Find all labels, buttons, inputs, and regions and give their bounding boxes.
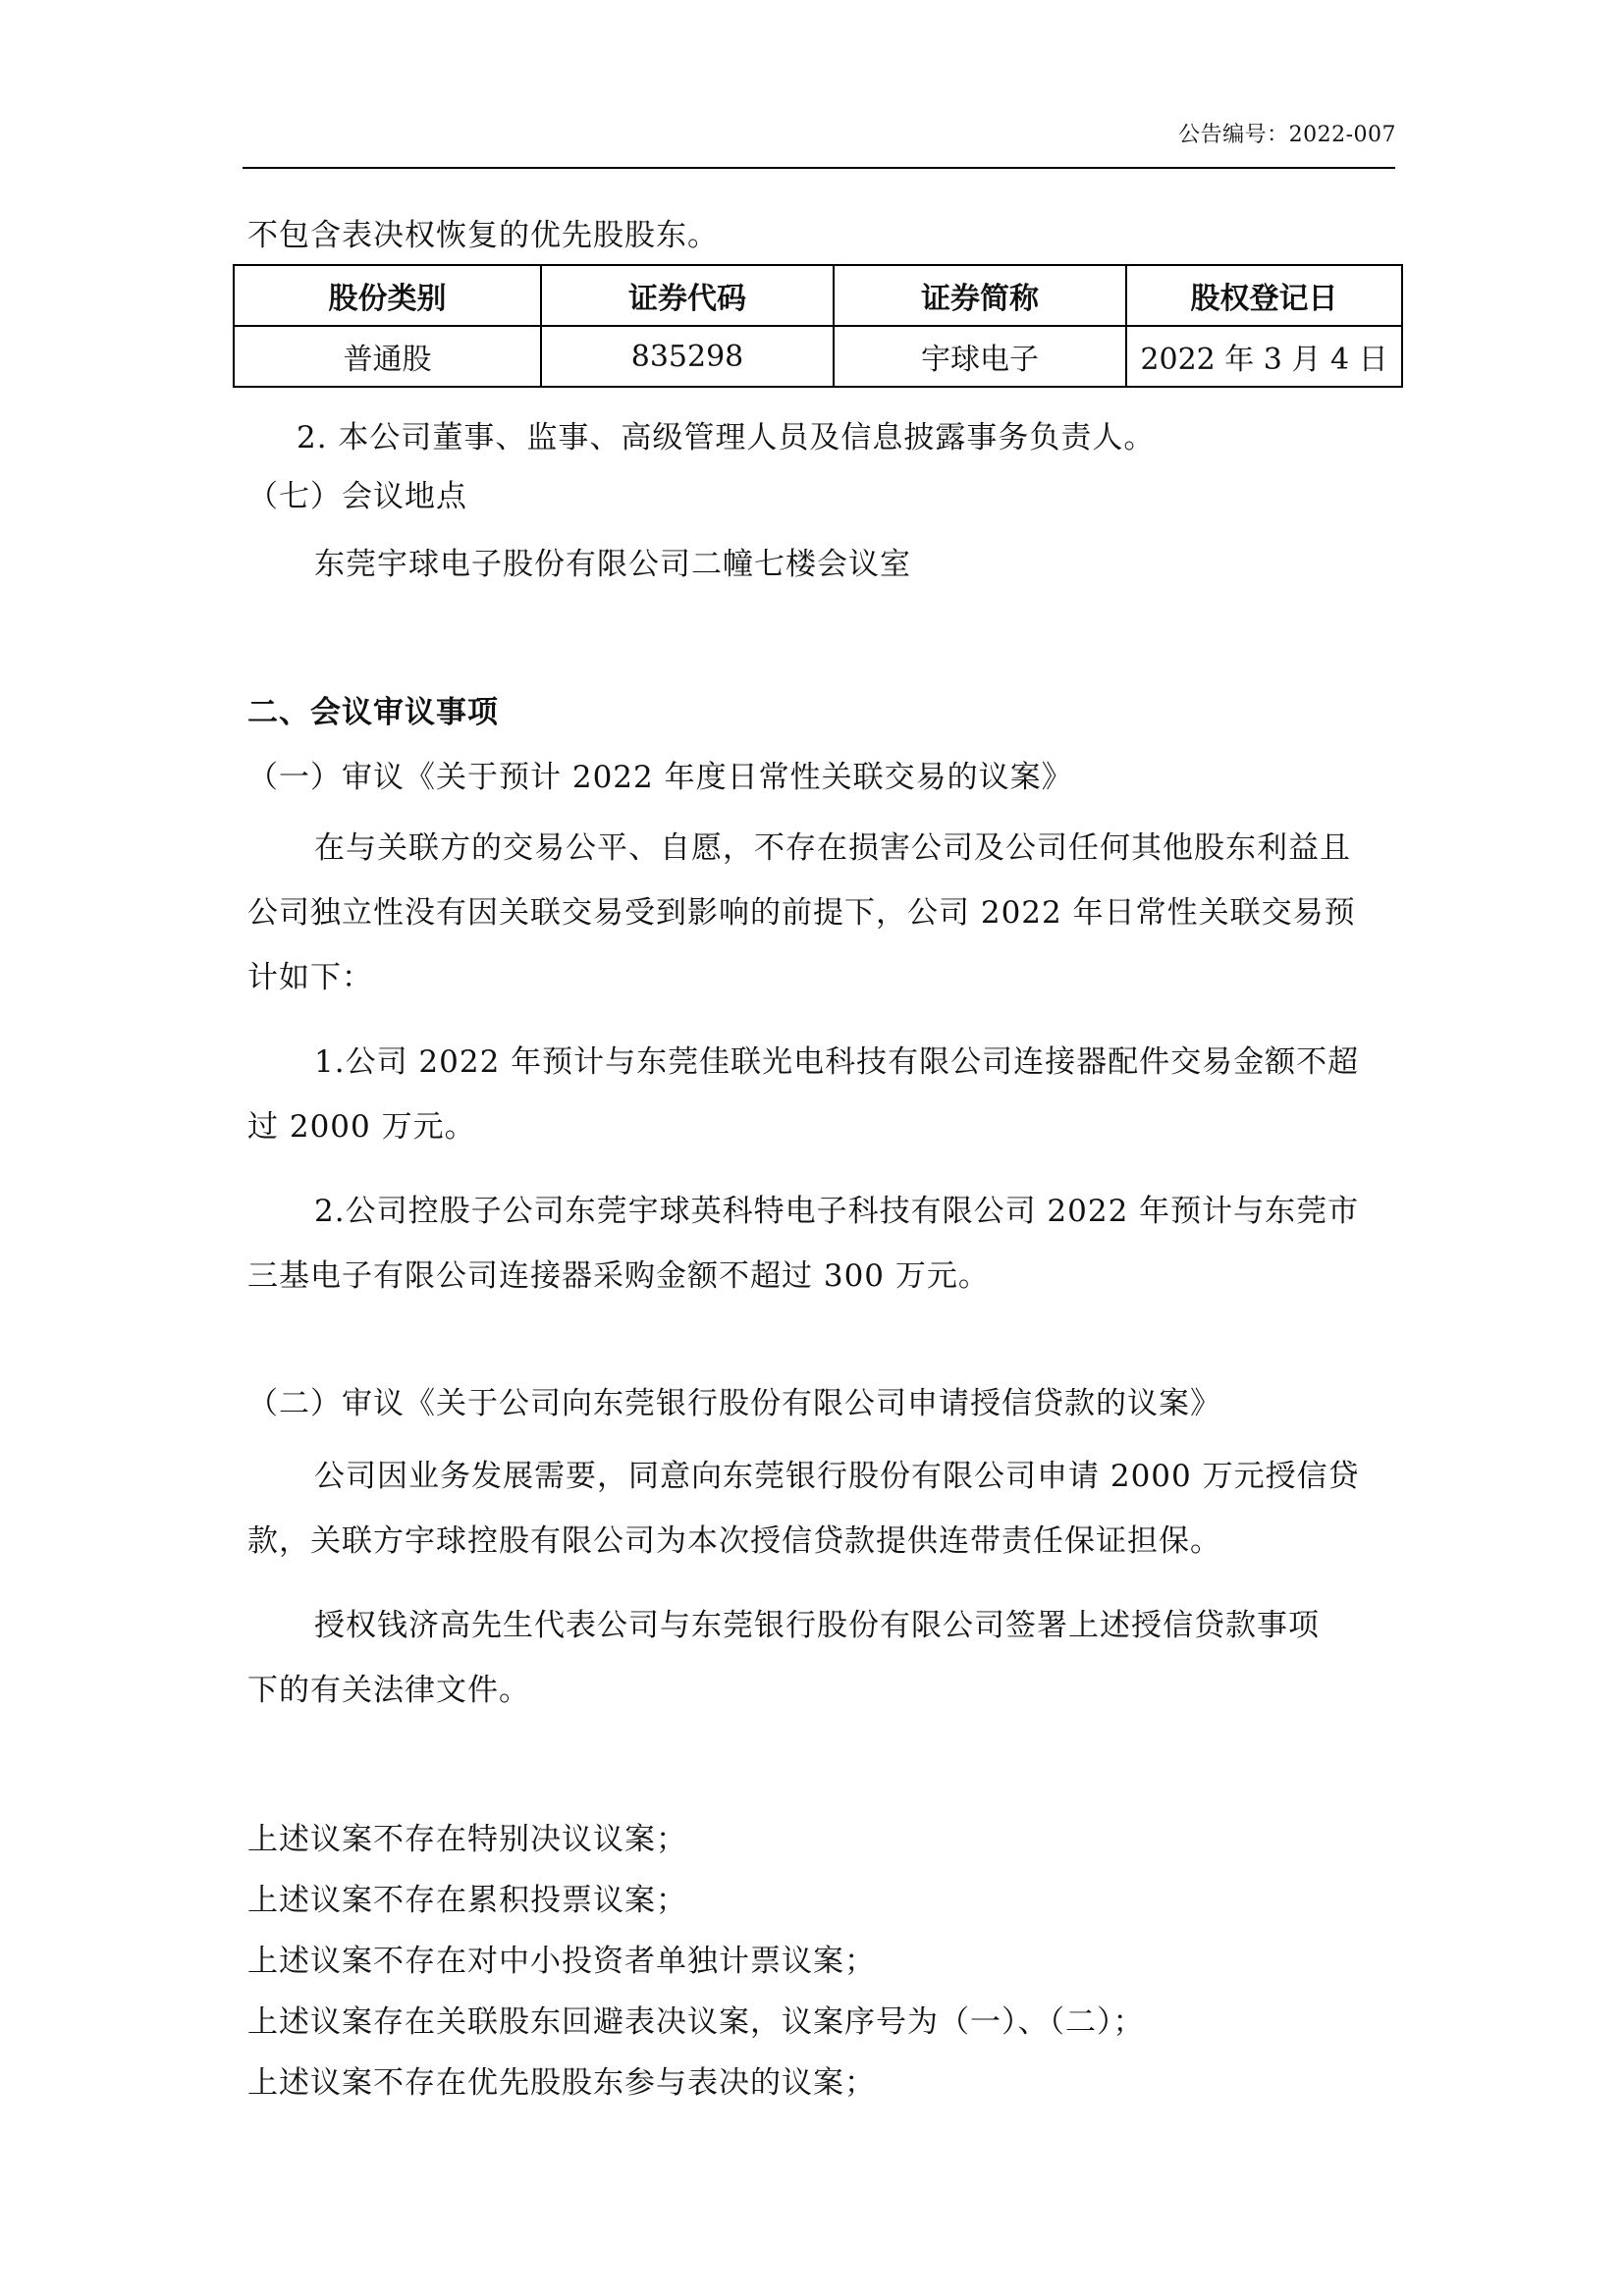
table-cell: 宇球电子 — [834, 326, 1126, 387]
summary-line: 上述议案不存在对中小投资者单独计票议案； — [247, 1944, 876, 1979]
table-header-cell: 股份类别 — [234, 265, 541, 326]
proposal-2-paragraph-line: 公司因业务发展需要，同意向东莞银行股份有限公司申请 2000 万元授信贷 — [314, 1459, 1360, 1494]
announcement-number: 公告编号：2022-007 — [1178, 123, 1396, 147]
proposal-1-item-1-line: 1.公司 2022 年预计与东莞佳联光电科技有限公司连接器配件交易金额不超 — [314, 1044, 1360, 1080]
header-divider — [243, 167, 1395, 169]
table-header-row — [234, 265, 1402, 326]
summary-line: 上述议案存在关联股东回避表决议案，议案序号为（一）、（二）； — [247, 2004, 1145, 2040]
proposal-2-paragraph-line: 款，关联方宇球控股有限公司为本次授信贷款提供连带责任保证担保。 — [247, 1523, 1221, 1559]
section-heading: 二、会议审议事项 — [247, 695, 499, 730]
proposal-1-item-2-line: 三基电子有限公司连接器采购金额不超过 300 万元。 — [247, 1258, 990, 1294]
proposal-1-paragraph-line: 在与关联方的交易公平、自愿，不存在损害公司及公司任何其他股东利益且 — [314, 830, 1351, 866]
proposal-1-paragraph-line: 公司独立性没有因关联交易受到影响的前提下，公司 2022 年日常性关联交易预 — [247, 895, 1356, 931]
proposal-2-authorization-line: 下的有关法律文件。 — [247, 1673, 530, 1708]
proposal-1-paragraph-line: 计如下： — [247, 960, 373, 995]
table-header-cell: 股权登记日 — [1126, 265, 1402, 326]
summary-line: 上述议案不存在优先股股东参与表决的议案； — [247, 2065, 876, 2101]
table-cell: 2022 年 3 月 4 日 — [1126, 326, 1402, 387]
table-cell: 普通股 — [234, 326, 541, 387]
proposal-1-item-1-line: 过 2000 万元。 — [247, 1109, 476, 1145]
table-header-cell: 证券简称 — [834, 265, 1126, 326]
table-header-cell: 证券代码 — [541, 265, 834, 326]
attendee-item-2: 2. 本公司董事、监事、高级管理人员及信息披露事务负责人。 — [297, 420, 1156, 455]
share-registration-table — [233, 264, 1403, 388]
proposal-2-title: （二）审议《关于公司向东莞银行股份有限公司申请授信贷款的议案》 — [247, 1386, 1221, 1421]
proposal-1-item-2-line: 2.公司控股子公司东莞宇球英科特电子科技有限公司 2022 年预计与东莞市 — [314, 1194, 1360, 1229]
venue-heading: （七）会议地点 — [247, 479, 467, 514]
proposal-2-authorization-line: 授权钱济高先生代表公司与东莞银行股份有限公司签署上述授信贷款事项 — [314, 1608, 1320, 1643]
summary-line: 上述议案不存在累积投票议案； — [247, 1883, 687, 1918]
intro-line: 不包含表决权恢复的优先股股东。 — [247, 218, 719, 253]
summary-line: 上述议案不存在特别决议议案； — [247, 1822, 687, 1857]
venue-text: 东莞宇球电子股份有限公司二幢七楼会议室 — [314, 547, 911, 582]
proposal-1-title: （一）审议《关于预计 2022 年度日常性关联交易的议案》 — [247, 760, 1073, 795]
table-cell: 835298 — [541, 326, 834, 387]
table-row — [234, 326, 1402, 387]
